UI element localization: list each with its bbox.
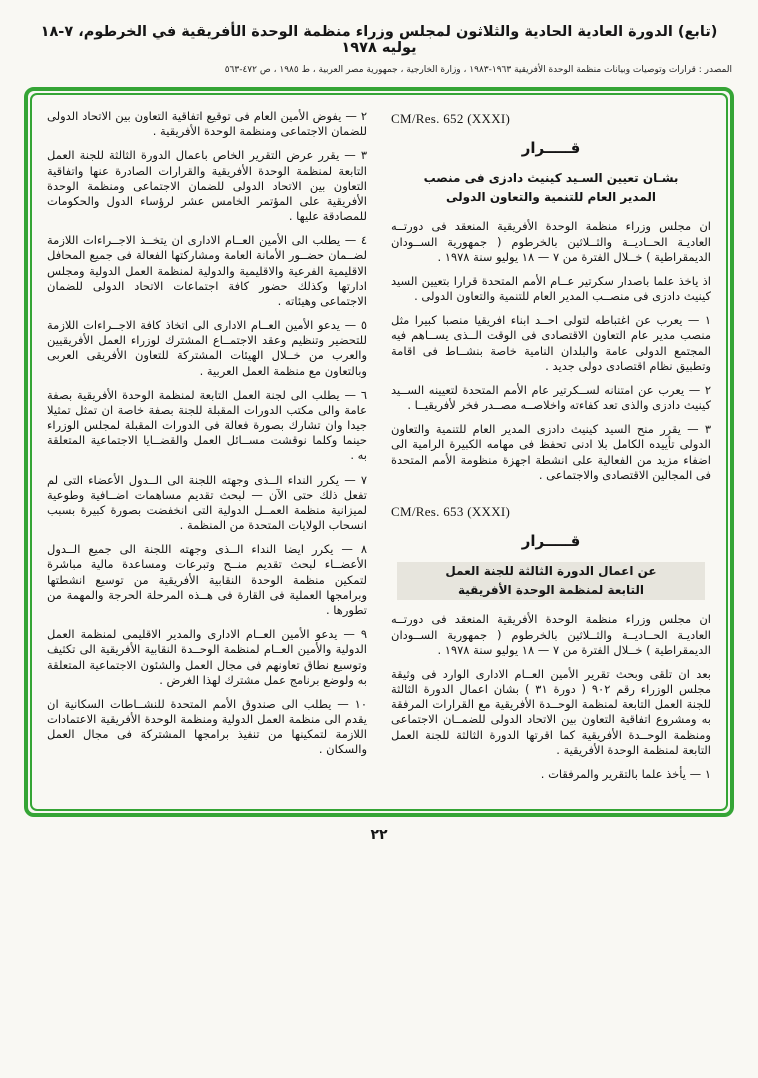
- resolution-653-title-line2: التابعة لمنظمة الوحدة الأفريقية: [457, 583, 645, 598]
- green-frame-inner: [30, 93, 728, 811]
- paragraph: اذ ياخذ علما باصدار سكرتير عــام الأمم المتحدة قرارا بتعيين السيد كينيث دادزى فى منصــب المدير العام للتنمية والتعاون الدولى .: [391, 273, 711, 304]
- column-right: [391, 109, 711, 791]
- paragraph: ١ — يعرب عن اغتباطه لتولى احــد ابناء افريقيا منصبا كبيرا مثل منصب مدير عام التعاون الاقتصادى فى الوقت الــذى يســاهم فيه المجتمع الدولى عامة والبلدان النامية خاصة بنشــاط فى اقامة وتطبيق نظام اقتصادى دولى جديد .: [391, 313, 711, 373]
- resolution-653-heading: قـــــرار: [521, 531, 581, 550]
- green-frame: [24, 87, 734, 817]
- paragraph: ٧ — يكرر النداء الــذى وجهته اللجنة الى الــدول الأعضاء التى لم تفعل ذلك حتى الآن — لبحث تقديم مساهمات اضــافية وطوعية لميزانية منظمة العمــل الدولية التى انخفضت بصورة كبيرة بسبب انسحاب الولايات المتحدة من المنظمة .: [47, 472, 367, 533]
- paragraph: ٢ — يعرب عن امتنانه لســكرتير عام الأمم المتحدة لتعيينه الســيد كينيث دادزى والذى تعد كفاءته واخلاصــه مصــدر فخر لأفريقيــا .: [391, 382, 711, 413]
- resolution-652-heading: قـــــرار: [521, 139, 581, 157]
- paragraph: ١ — يأخذ علما بالتقرير والمرفقات .: [540, 766, 711, 781]
- resolution-653-title: [397, 562, 705, 600]
- resolution-653-ref: CM/Res. 653 (XXXI): [391, 503, 511, 519]
- paragraph: ان مجلس وزراء منظمة الوحدة الأفريقية المنعقد فى دورتــه العاديـة الحــاديــة والثــلاثين بالخرطوم ( جمهورية الســودان الديمقراطية ) خــلال الفترة من ٧ — ١٨ يوليو سنة ١٩٧٨ .: [391, 219, 711, 264]
- page-header: [0, 24, 758, 75]
- section-spacer: [391, 492, 711, 502]
- paragraph: ٨ — يكرر ايضا النداء الــذى وجهته اللجنة الى جميع الــدول الأعضــاء لبحث تقديم منــح وتبرعات ومساعدة مالية مباشرة لتمكين منظمة الوحدة النقابية الأفريقية من توسيع انشطتها وبرامجها العملية فى القارة فى هــذه المرحلة الحرجة والمهمة من تطورها .: [47, 542, 367, 617]
- paragraph: ٣ — يقرر عرض التقرير الخاص باعمال الدورة الثالثة للجنة العمل التابعة لمنظمة الوحدة الأفريقية والقرارات الصادرة عنها واتفاقية التعاون بين الاتحاد الدولى للضمان الاجتماعى ومنظمة الوحدة الأفريقية على المؤتمر الخامس عشر لرؤساء الدول والحكومات للمصادقة عليها .: [47, 148, 367, 224]
- paragraph: ٢ — يفوض الأمين العام فى توقيع اتفاقية التعاون بين الاتحاد الدولى للضمان الاجتماعى ومنظمة الوحدة الأفريقية .: [47, 109, 367, 139]
- resolution-652-ref: CM/Res. 652 (XXXI): [391, 111, 511, 126]
- text-columns: [47, 109, 711, 791]
- column-left: [47, 109, 367, 791]
- resolution-653-title-line1: عن اعمال الدورة الثالثة للجنة العمل: [445, 563, 657, 578]
- paragraph: ٦ — يطلب الى لجنة العمل التابعة لمنظمة الوحدة الأفريقية بصفة عامة والى مكتب الدورات المقبلة للجنة بصفة خاصة ان تمثل تمثيلا جيدا وان تشارك بصورة فعالة فى الدورات المقبلة لمجلس الوزراء حينما وكلما نوقشت مســائل العمل والقضــايا الاجتماعية المتعلقة به .: [47, 387, 367, 463]
- header-title: (تابع) الدورة العادية الحادية والثلاثون لمجلس وزراء منظمة الوحدة الأفريقية في الخرطوم، ٧-١٨ يوليه ١٩٧٨: [40, 24, 718, 56]
- resolution-652-title: [397, 169, 705, 207]
- page-number: ٢٢: [370, 827, 388, 844]
- paragraph: ٥ — يدعو الأمين العــام الادارى الى اتخاذ كافة الاجــراءات اللازمة للتحضير وتنظيم وعقد الاجتمــاع المشترك لوزراء العمل الأفريقيين والعرب من خــلال الهيئات المشتركة للتعاون الأفريقى العربى وبالتعاون مع منظمة العمل العربية .: [47, 318, 367, 378]
- paragraph: ٩ — يدعو الأمين العــام الادارى والمدير الاقليمى لمنظمة العمل الدولية والأمين العــام لمنظمة الوحــدة النقابية الأفريقية الى تكثيف وتوسيع نطاق تعاونهم فى مجال العمل والشئون الاجتماعية المتعلقة به ولوضع برنامج عمل مشترك لهذا الغرض .: [47, 627, 367, 687]
- resolution-652-title-line2: المدير العام للتنمية والتعاون الدولى: [445, 190, 656, 205]
- paragraph: ١٠ — يطلب الى صندوق الأمم المتحدة للنشــاطات السكانية ان يقدم الى منظمة العمل الدولية ومنظمة الوحدة الأفريقية الاعتمادات اللازمة لتمكينها من تنفيذ برامجها المشتركة فى مجال العمل والسكان .: [47, 696, 367, 757]
- source-line: المصدر : قرارات وتوصيات وبيانات منظمة الوحدة الأفريقية ١٩٦٣-١٩٨٣ ، وزارة الخارجية ، جمهورية مصر العربية ، ط ١٩٨٥ ، ص ٤٧٢-٥٦٣: [224, 65, 732, 75]
- paragraph: ٤ — يطلب الى الأمين العــام الادارى ان يتخــذ الاجــراءات اللازمة لضــمان حضــور الأمانة العامة ومشاركتها الفعالة فى جميع المحافل الاقليمية الفرعية والاقليمية والدولية لمنظمة العمل الدولية ومجلس ادارتها وكذلك حضور كافة اجتماعات الاتحاد الدولى للضمان الاجتماعى وهيئاته .: [47, 233, 367, 308]
- paragraph: ان مجلس وزراء منظمة الوحدة الأفريقية المنعقد فى دورتــه العاديـة الحــاديــة والثــلاثين بالخرطوم ( جمهورية الســودان الديمقراطية ) خــلال الفترة من ٧ — ١٨ يوليو سنة ١٩٧٨ .: [391, 612, 711, 657]
- resolution-652-title-line1: بشـان تعيين السـيد كينيث دادزى فى منصب: [423, 171, 679, 185]
- paragraph: ٣ — يقرر منح السيد كينيث دادزى المدير العام للتنمية والتعاون الدولى تأييده الكامل بلا ادنى تحفظ فى مهامه الكبيرة الرامية الى اضفاء مزيد من الفعالية على انشطة اجهزة منظومة الأمم المتحدة فى المجالين الاقتصادى والاجتماعى .: [391, 422, 711, 482]
- paragraph: بعد ان تلقى وبحث تقرير الأمين العــام الادارى الوارد فى وثيقة مجلس الوزراء رقم ٩٠٢ ( دورة ٣١ ) بشان اعمال الدورة الثالثة للجنة العمل التابعة لمنظمة الوحــدة الأفريقية مع القرارات المرفقة به ومشروع اتفاقية التعاون بين الاتحاد الدولى للضمــان الاجتماعى ومنظمة الوحــدة الأفريقية كما اقرتها الدورة الثالثة للجنة العمل التابعة لمنظمة الوحدة الأفريقية .: [391, 666, 711, 757]
